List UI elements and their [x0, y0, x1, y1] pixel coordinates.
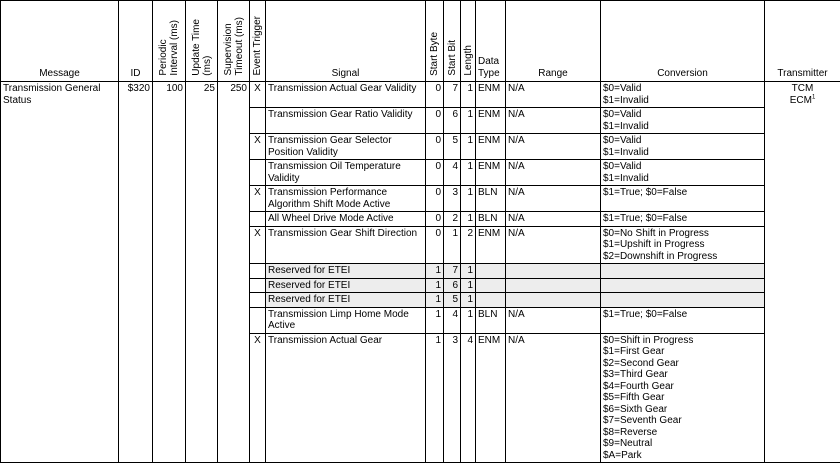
periodic-interval-cell: [153, 186, 186, 212]
message-name-cell: [1, 333, 119, 463]
transmitter-primary: TCM: [767, 83, 838, 95]
update-time-cell: [186, 307, 218, 333]
range-cell: N/A: [506, 212, 601, 227]
data-type-cell: BLN: [476, 186, 506, 212]
range-cell: N/A: [506, 333, 601, 463]
range-cell: [506, 293, 601, 308]
table-row: [1, 293, 840, 308]
event-trigger-cell: X: [250, 186, 266, 212]
conversion-line: $3=Third Gear: [603, 369, 762, 381]
length-cell: 1: [461, 264, 476, 279]
message-id-cell: [119, 226, 153, 264]
transmitter-cell: [765, 278, 840, 293]
signal-name-cell: Transmission Limp Home Mode Active: [266, 307, 426, 333]
signal-name-cell: Transmission Performance Algorithm Shift Mode Active: [266, 186, 426, 212]
message-id-cell: [119, 293, 153, 308]
start-bit-cell: 3: [444, 333, 461, 463]
table-row: [1, 307, 840, 333]
update-time-cell: [186, 186, 218, 212]
length-cell: 1: [461, 278, 476, 293]
conversion-line: $A=Park: [603, 450, 762, 462]
update-time-cell: [186, 134, 218, 160]
event-trigger-cell: [250, 307, 266, 333]
table-body: [1, 82, 840, 463]
start-byte-cell: 0: [426, 160, 444, 186]
supervision-timeout-cell: [218, 108, 250, 134]
table-row: [1, 186, 840, 212]
range-cell: [506, 278, 601, 293]
footnote-marker: 1: [812, 94, 815, 100]
periodic-interval-cell: [153, 134, 186, 160]
start-byte-cell: 0: [426, 108, 444, 134]
message-name-cell: [1, 307, 119, 333]
message-name-cell: [1, 212, 119, 227]
transmitter-cell: [765, 212, 840, 227]
signal-name-cell: Reserved for ETEI: [266, 278, 426, 293]
message-name-cell: [1, 160, 119, 186]
signal-name-cell: Transmission Actual Gear: [266, 333, 426, 463]
length-cell: 4: [461, 333, 476, 463]
periodic-interval-cell: [153, 264, 186, 279]
data-type-cell: ENM: [476, 226, 506, 264]
supervision-timeout-cell: [218, 212, 250, 227]
conversion-line: $0=Valid: [603, 135, 762, 147]
message-name-cell: [1, 293, 119, 308]
message-name-cell: [1, 186, 119, 212]
update-time-cell: [186, 293, 218, 308]
start-byte-cell: 0: [426, 226, 444, 264]
conversion-line: $1=Invalid: [603, 95, 762, 107]
message-id-cell: [119, 108, 153, 134]
conversion-line: $1=Invalid: [603, 147, 762, 159]
header-event-trigger: Event Trigger: [250, 1, 266, 82]
header-conversion: Conversion: [601, 1, 765, 82]
length-cell: 1: [461, 134, 476, 160]
header-message: Message: [1, 1, 119, 82]
table-row: [1, 212, 840, 227]
conversion-line: $1=Invalid: [603, 121, 762, 133]
length-cell: 2: [461, 226, 476, 264]
event-trigger-cell: [250, 108, 266, 134]
supervision-timeout-cell: [218, 160, 250, 186]
conversion-cell: [601, 278, 765, 293]
length-cell: 1: [461, 212, 476, 227]
table-row: [1, 160, 840, 186]
length-cell: 1: [461, 293, 476, 308]
periodic-interval-cell: [153, 293, 186, 308]
table-row: [1, 108, 840, 134]
start-bit-cell: 7: [444, 264, 461, 279]
data-type-cell: ENM: [476, 160, 506, 186]
range-cell: N/A: [506, 186, 601, 212]
header-signal: Signal: [266, 1, 426, 82]
data-type-cell: ENM: [476, 82, 506, 108]
conversion-cell: [601, 186, 765, 212]
header-update-time: Update Time (ms): [186, 1, 218, 82]
header-start-bit: Start Bit: [444, 1, 461, 82]
range-cell: N/A: [506, 307, 601, 333]
length-cell: 1: [461, 160, 476, 186]
periodic-interval-cell: [153, 333, 186, 463]
supervision-timeout-cell: [218, 226, 250, 264]
transmitter-secondary: [767, 95, 838, 107]
range-cell: N/A: [506, 108, 601, 134]
start-byte-cell: 1: [426, 293, 444, 308]
range-cell: N/A: [506, 226, 601, 264]
conversion-line: $4=Fourth Gear: [603, 381, 762, 393]
conversion-cell: [601, 333, 765, 463]
conversion-line: $0=Shift in Progress: [603, 335, 762, 347]
conversion-cell: [601, 212, 765, 227]
header-data-type: Data Type: [476, 1, 506, 82]
signal-name-cell: Reserved for ETEI: [266, 293, 426, 308]
start-bit-cell: 4: [444, 307, 461, 333]
message-id-cell: [119, 186, 153, 212]
start-byte-cell: 1: [426, 264, 444, 279]
supervision-timeout-cell: [218, 186, 250, 212]
data-type-cell: BLN: [476, 307, 506, 333]
event-trigger-cell: [250, 278, 266, 293]
transmitter-cell: [765, 160, 840, 186]
transmitter-cell: [765, 293, 840, 308]
update-time-cell: [186, 333, 218, 463]
message-id-cell: [119, 134, 153, 160]
table-row: [1, 82, 840, 108]
supervision-timeout-cell: [218, 333, 250, 463]
start-bit-cell: 6: [444, 108, 461, 134]
transmitter-cell: [765, 108, 840, 134]
header-id: ID: [119, 1, 153, 82]
conversion-line: $1=Invalid: [603, 173, 762, 185]
conversion-line: $0=Valid: [603, 161, 762, 173]
message-name-cell: [1, 278, 119, 293]
message-name-cell: [1, 108, 119, 134]
transmitter-cell: [765, 226, 840, 264]
start-bit-cell: 1: [444, 226, 461, 264]
conversion-line: $2=Downshift in Progress: [603, 251, 762, 263]
signal-name-cell: Transmission Gear Shift Direction: [266, 226, 426, 264]
event-trigger-cell: X: [250, 333, 266, 463]
header-start-byte: Start Byte: [426, 1, 444, 82]
event-trigger-cell: [250, 293, 266, 308]
update-time-cell: [186, 160, 218, 186]
range-cell: N/A: [506, 134, 601, 160]
header-length: Length: [461, 1, 476, 82]
start-bit-cell: 7: [444, 82, 461, 108]
length-cell: 1: [461, 82, 476, 108]
supervision-timeout-cell: [218, 307, 250, 333]
conversion-cell: [601, 264, 765, 279]
header-transmitter: Transmitter: [765, 1, 840, 82]
conversion-line: $5=Fifth Gear: [603, 392, 762, 404]
length-cell: 1: [461, 307, 476, 333]
periodic-interval-cell: [153, 212, 186, 227]
start-bit-cell: 5: [444, 293, 461, 308]
table-row: [1, 134, 840, 160]
table-row: [1, 278, 840, 293]
supervision-timeout-cell: 250: [218, 82, 250, 108]
signal-name-cell: Reserved for ETEI: [266, 264, 426, 279]
conversion-cell: [601, 226, 765, 264]
conversion-cell: [601, 160, 765, 186]
conversion-line: $1=True; $0=False: [603, 309, 762, 321]
start-byte-cell: 0: [426, 134, 444, 160]
conversion-line: $0=Valid: [603, 109, 762, 121]
transmitter-cell: [765, 82, 840, 108]
conversion-cell: [601, 82, 765, 108]
conversion-line: $8=Reverse: [603, 427, 762, 439]
message-name-cell: Transmission General Status: [1, 82, 119, 108]
event-trigger-cell: X: [250, 134, 266, 160]
event-trigger-cell: [250, 160, 266, 186]
conversion-line: $1=True; $0=False: [603, 187, 762, 199]
data-type-cell: BLN: [476, 212, 506, 227]
start-bit-cell: 4: [444, 160, 461, 186]
periodic-interval-cell: [153, 307, 186, 333]
header-row: [1, 1, 840, 82]
event-trigger-cell: X: [250, 82, 266, 108]
update-time-cell: [186, 278, 218, 293]
data-type-cell: [476, 264, 506, 279]
message-id-cell: [119, 333, 153, 463]
transmitter-cell: [765, 186, 840, 212]
conversion-line: $0=Valid: [603, 83, 762, 95]
update-time-cell: 25: [186, 82, 218, 108]
table-row: [1, 264, 840, 279]
data-type-cell: ENM: [476, 134, 506, 160]
message-name-cell: [1, 226, 119, 264]
data-type-cell: ENM: [476, 108, 506, 134]
signal-name-cell: All Wheel Drive Mode Active: [266, 212, 426, 227]
transmitter-cell: [765, 134, 840, 160]
periodic-interval-cell: 100: [153, 82, 186, 108]
event-trigger-cell: X: [250, 226, 266, 264]
supervision-timeout-cell: [218, 264, 250, 279]
start-bit-cell: 2: [444, 212, 461, 227]
start-bit-cell: 3: [444, 186, 461, 212]
conversion-cell: [601, 307, 765, 333]
supervision-timeout-cell: [218, 278, 250, 293]
conversion-line: $2=Second Gear: [603, 358, 762, 370]
periodic-interval-cell: [153, 108, 186, 134]
start-bit-cell: 5: [444, 134, 461, 160]
message-id-cell: [119, 212, 153, 227]
message-id-cell: [119, 160, 153, 186]
update-time-cell: [186, 226, 218, 264]
message-id-cell: [119, 307, 153, 333]
header-supervision-timeout: Supervision Timeout (ms): [218, 1, 250, 82]
update-time-cell: [186, 264, 218, 279]
conversion-line: $0=No Shift in Progress: [603, 228, 762, 240]
update-time-cell: [186, 212, 218, 227]
conversion-cell: [601, 293, 765, 308]
transmitter-cell: [765, 264, 840, 279]
range-cell: [506, 264, 601, 279]
signal-name-cell: Transmission Oil Temperature Validity: [266, 160, 426, 186]
data-type-cell: [476, 293, 506, 308]
range-cell: N/A: [506, 160, 601, 186]
message-name-cell: [1, 264, 119, 279]
periodic-interval-cell: [153, 226, 186, 264]
start-byte-cell: 1: [426, 307, 444, 333]
supervision-timeout-cell: [218, 134, 250, 160]
event-trigger-cell: [250, 264, 266, 279]
start-byte-cell: 0: [426, 186, 444, 212]
message-id-cell: [119, 264, 153, 279]
conversion-line: $7=Seventh Gear: [603, 415, 762, 427]
conversion-line: $9=Neutral: [603, 438, 762, 450]
transmitter-cell: [765, 333, 840, 463]
periodic-interval-cell: [153, 160, 186, 186]
message-name-cell: [1, 134, 119, 160]
start-byte-cell: 0: [426, 82, 444, 108]
conversion-cell: [601, 108, 765, 134]
table-row: [1, 226, 840, 264]
signal-name-cell: Transmission Gear Selector Position Validity: [266, 134, 426, 160]
table-row: [1, 333, 840, 463]
message-id-cell: $320: [119, 82, 153, 108]
start-bit-cell: 6: [444, 278, 461, 293]
data-type-cell: [476, 278, 506, 293]
data-type-cell: ENM: [476, 333, 506, 463]
conversion-line: $1=First Gear: [603, 346, 762, 358]
supervision-timeout-cell: [218, 293, 250, 308]
start-byte-cell: 0: [426, 212, 444, 227]
start-byte-cell: 1: [426, 333, 444, 463]
conversion-line: $6=Sixth Gear: [603, 404, 762, 416]
conversion-cell: [601, 134, 765, 160]
length-cell: 1: [461, 108, 476, 134]
update-time-cell: [186, 108, 218, 134]
signal-name-cell: Transmission Gear Ratio Validity: [266, 108, 426, 134]
header-range: Range: [506, 1, 601, 82]
header-periodic-interval: Periodic Interval (ms): [153, 1, 186, 82]
start-byte-cell: 1: [426, 278, 444, 293]
event-trigger-cell: [250, 212, 266, 227]
transmitter-cell: [765, 307, 840, 333]
conversion-line: $1=True; $0=False: [603, 213, 762, 225]
transmitter-secondary-label: ECM: [790, 95, 812, 106]
conversion-line: $1=Upshift in Progress: [603, 239, 762, 251]
periodic-interval-cell: [153, 278, 186, 293]
signal-name-cell: Transmission Actual Gear Validity: [266, 82, 426, 108]
length-cell: 1: [461, 186, 476, 212]
message-id-cell: [119, 278, 153, 293]
range-cell: N/A: [506, 82, 601, 108]
